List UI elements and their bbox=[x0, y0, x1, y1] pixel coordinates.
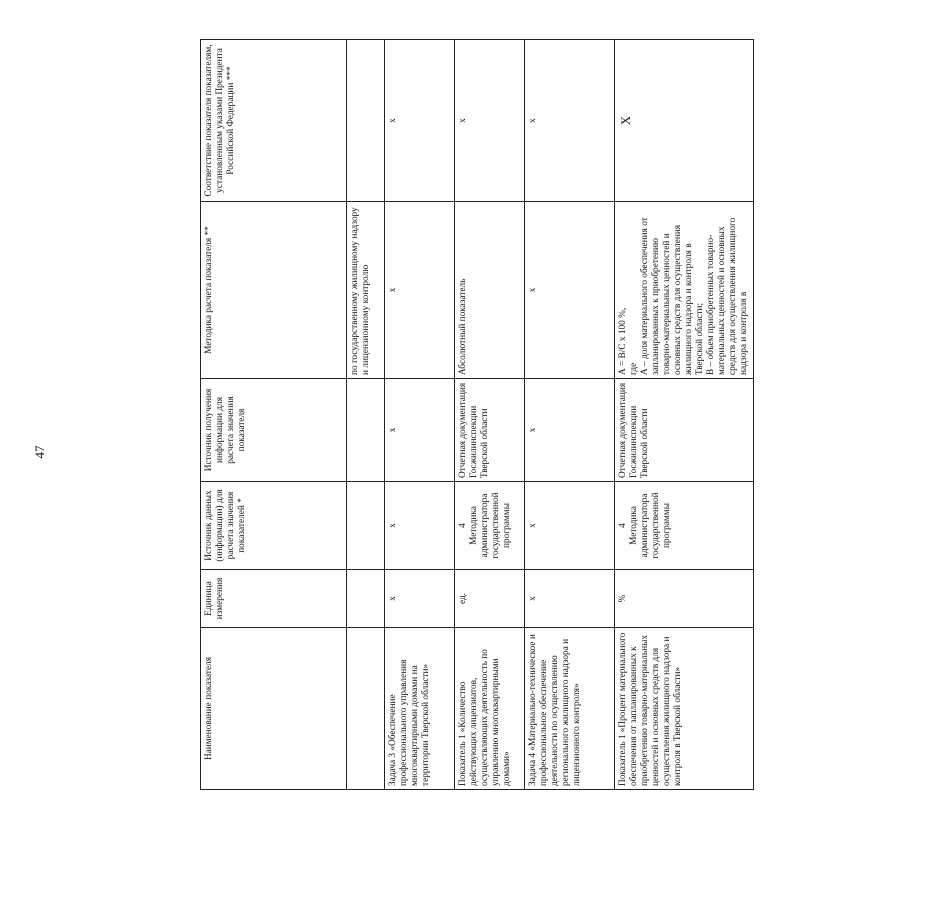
header-unit: Единица измерения bbox=[201, 570, 347, 628]
cell-name: Показатель 1 «Количество действующих лицензиатов, осуществляющих деятельность по управлению многоквартирными домами» bbox=[455, 628, 525, 790]
cell-method: Абсолютный показатель bbox=[455, 202, 525, 379]
data-source-number: 4 bbox=[618, 523, 628, 528]
cell-unit: ед. bbox=[455, 570, 525, 628]
table-row bbox=[615, 40, 754, 790]
cell-data-source: х bbox=[525, 482, 615, 570]
cell-info-source: Отчетная документация Госжилинспекции Тверской области bbox=[615, 379, 754, 482]
cell-method bbox=[615, 202, 754, 379]
table-row bbox=[455, 40, 525, 790]
cell-compliance bbox=[347, 40, 385, 202]
indicator-table bbox=[200, 39, 754, 790]
cell-unit bbox=[347, 570, 385, 628]
cell-compliance: х bbox=[385, 40, 455, 202]
cell-compliance: х bbox=[455, 40, 525, 202]
cell-info-source bbox=[347, 379, 385, 482]
header-compliance: Соответствие показателя показателям, установленным указами Президента Российской Федерации *** bbox=[201, 40, 347, 202]
cell-info-source: Отчетная документация Госжилинспекции Тверской области bbox=[455, 379, 525, 482]
page-number: 47 bbox=[32, 445, 47, 459]
cell-compliance: х bbox=[525, 40, 615, 202]
cell-data-source bbox=[615, 482, 754, 570]
table-row bbox=[347, 40, 385, 790]
cell-method: х bbox=[525, 202, 615, 379]
cell-unit: х bbox=[385, 570, 455, 628]
data-source-text: Методика администратора государственной программы bbox=[468, 492, 512, 559]
data-source-number: 4 bbox=[458, 523, 468, 528]
cell-info-source: х bbox=[525, 379, 615, 482]
cell-method: х bbox=[385, 202, 455, 379]
header-name: Наименование показателя bbox=[201, 628, 347, 790]
cell-name bbox=[347, 628, 385, 790]
cell-unit: % bbox=[615, 570, 754, 628]
cell-data-source bbox=[455, 482, 525, 570]
method-line: где bbox=[628, 362, 639, 375]
header-info-source: Источник получения информации для расчета значения показателя bbox=[201, 379, 347, 482]
cell-name: Показатель 1 «Процент материального обеспечения от запланированных к приобретению товарно-материальных ценностей и основных средств для осуществления жилищного надзора и контроля в Тверской области» bbox=[615, 628, 754, 790]
cell-data-source bbox=[347, 482, 385, 570]
cell-name: Задача 3 «Обеспечение профессионального управления многоквартирными домами на территории Тверской области» bbox=[385, 628, 455, 790]
cell-name: Задача 4 «Материально-техническое и профессиональное обеспечение деятельности по осуществлению регионального жилищного надзора и лицензионного контроля» bbox=[525, 628, 615, 790]
table-header-row bbox=[201, 40, 347, 790]
table-row bbox=[525, 40, 615, 790]
header-method: Методика расчета показателя ** bbox=[201, 202, 347, 379]
cell-method: по государственному жилищному надзору и лицензионному контролю bbox=[347, 202, 385, 379]
cell-unit: х bbox=[525, 570, 615, 628]
cell-data-source: х bbox=[385, 482, 455, 570]
header-data-source: Источник данных (информации) для расчета значения показателей * bbox=[201, 482, 347, 570]
cell-compliance: Х bbox=[615, 40, 754, 202]
method-line: А – доля материального обеспечения от запланированных к приобретению товарно-материальных ценностей и основных средств для осуществления жилищного надзора и контроля в Тверской области; bbox=[639, 217, 705, 375]
cell-info-source: х bbox=[385, 379, 455, 482]
indicator-table-container bbox=[200, 44, 950, 790]
data-source-text: Методика администратора государственной программы bbox=[628, 492, 672, 559]
method-line: А = В/С х 100 %, bbox=[618, 307, 628, 375]
method-line: В – объем приобретенных товарно-материальных ценностей и основных средств для осуществления жилищного надзора и контроля в bbox=[705, 217, 749, 375]
table-row bbox=[385, 40, 455, 790]
